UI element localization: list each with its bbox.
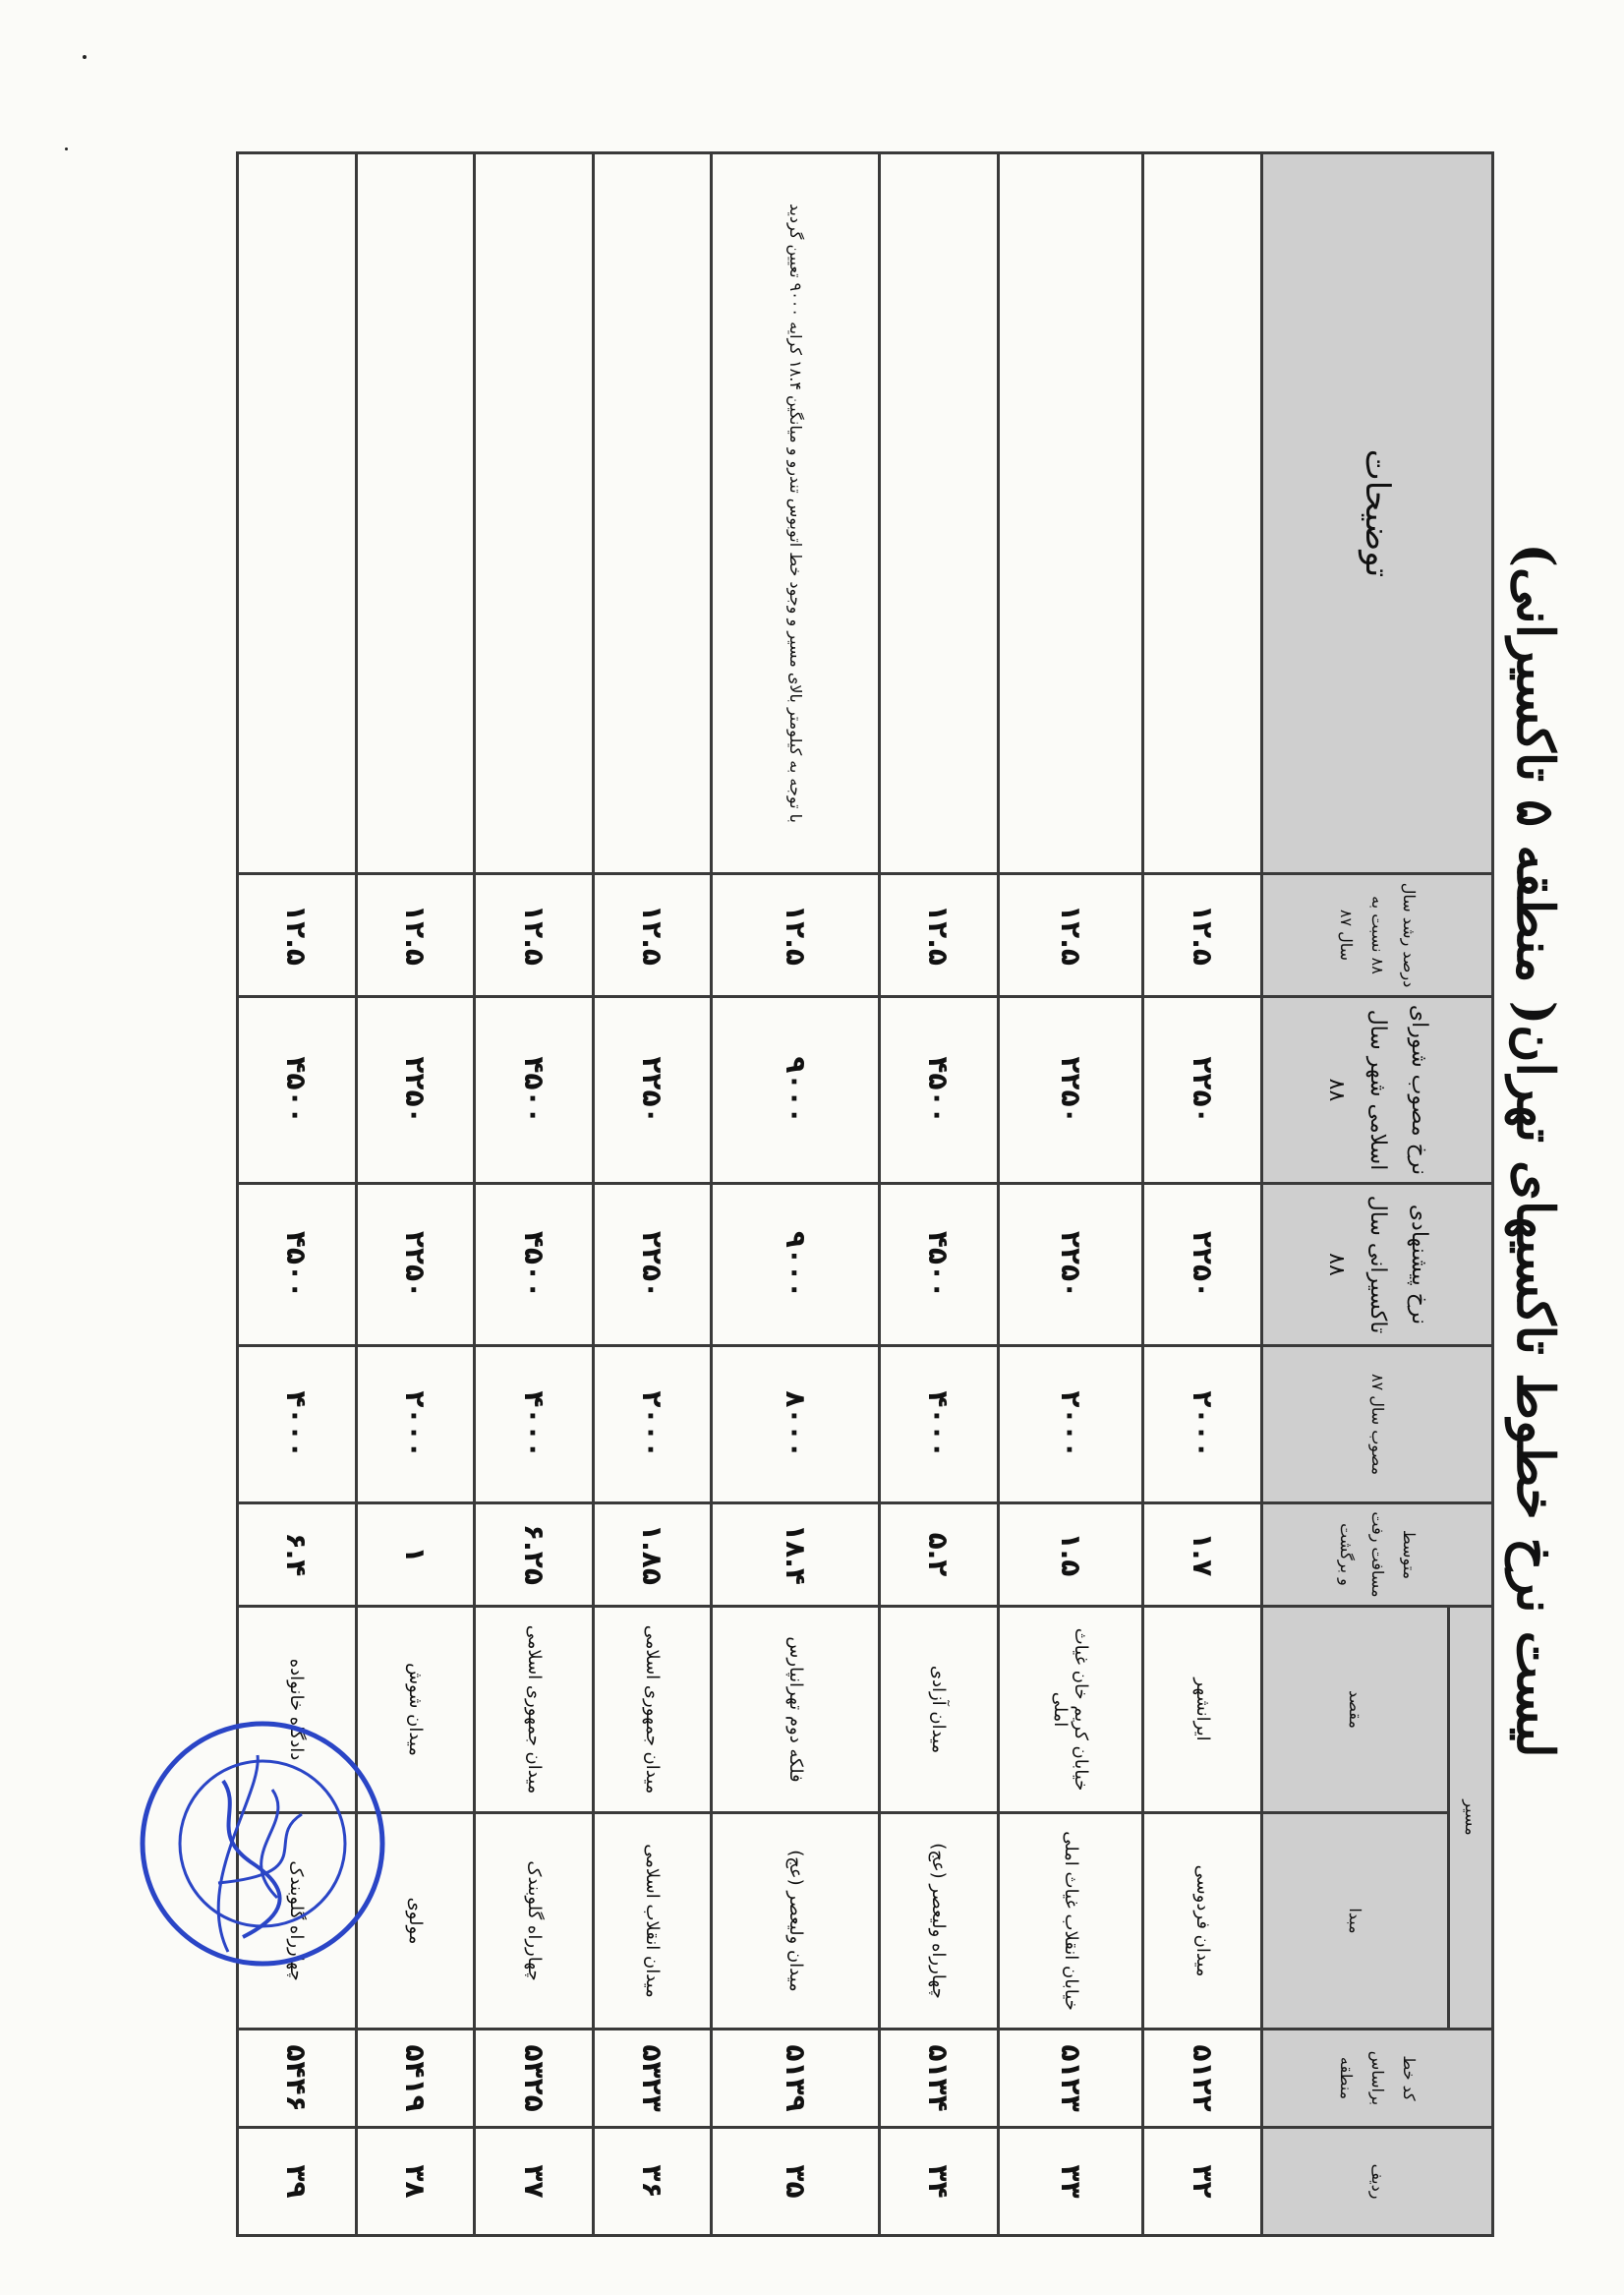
cell-growth: ۱۲.۵ <box>712 874 880 997</box>
cell-proposed-88: ۲۲۵۰ <box>998 1184 1143 1346</box>
header-distance: متوسط مسافت رفت و برگشت <box>1262 1503 1493 1607</box>
cell-distance: ۶.۴ <box>238 1503 357 1607</box>
cell-rate-87: ۲۰۰۰ <box>593 1346 712 1503</box>
page-title: لیست نرخ خطوط تاکسیهای تهران( منطقه ۵ تاکسیرانی) <box>1505 543 1565 1758</box>
cell-destination: ایرانشهر <box>1143 1607 1262 1813</box>
cell-proposed-88: ۲۲۵۰ <box>356 1184 475 1346</box>
table-row <box>475 153 594 2236</box>
cell-rate-87: ۲۰۰۰ <box>998 1346 1143 1503</box>
header-row-number: ردیف <box>1262 2128 1493 2236</box>
cell-row-number: ۳۹ <box>238 2128 357 2236</box>
cell-proposed-88: ۲۲۵۰ <box>1143 1184 1262 1346</box>
header-line-code: کد خط براساس منطقه <box>1262 2030 1493 2128</box>
cell-note <box>1143 153 1262 874</box>
cell-rate-87: ۴۰۰۰ <box>238 1346 357 1503</box>
cell-row-number: ۳۸ <box>356 2128 475 2236</box>
cell-origin: میدان انقلاب اسلامی <box>593 1813 712 2030</box>
cell-proposed-88: ۲۲۵۰ <box>593 1184 712 1346</box>
cell-line-code: ۵۱۲۳ <box>998 2030 1143 2128</box>
cell-distance: ۱.۵ <box>998 1503 1143 1607</box>
cell-line-code: ۵۱۲۲ <box>1143 2030 1262 2128</box>
cell-approved-88: ۴۵۰۰ <box>475 997 594 1184</box>
cell-approved-88: ۴۵۰۰ <box>880 997 999 1184</box>
cell-note <box>998 153 1143 874</box>
cell-rate-87: ۲۰۰۰ <box>1143 1346 1262 1503</box>
header-route: مسیر <box>1449 1607 1493 2030</box>
cell-line-code: ۵۳۲۳ <box>593 2030 712 2128</box>
cell-proposed-88: ۹۰۰۰ <box>712 1184 880 1346</box>
cell-destination: خیابان کریم خان غیاث املی <box>998 1607 1143 1813</box>
cell-distance: ۱.۷ <box>1143 1503 1262 1607</box>
cell-row-number: ۳۶ <box>593 2128 712 2236</box>
cell-note <box>475 153 594 874</box>
cell-origin: میدان فردوسی <box>1143 1813 1262 2030</box>
cell-proposed-88: ۴۵۰۰ <box>475 1184 594 1346</box>
cell-row-number: ۳۵ <box>712 2128 880 2236</box>
cell-rate-87: ۴۰۰۰ <box>475 1346 594 1503</box>
cell-proposed-88: ۴۵۰۰ <box>880 1184 999 1346</box>
taxi-rates-table <box>236 151 1494 2237</box>
cell-growth: ۱۲.۵ <box>475 874 594 997</box>
header-proposed-88: نرخ پیشنهادی تاکسیرانی سال ۸۸ <box>1262 1184 1493 1346</box>
cell-rate-87: ۸۰۰۰ <box>712 1346 880 1503</box>
cell-destination: میدان جمهوری اسلامی <box>475 1607 594 1813</box>
cell-row-number: ۳۳ <box>998 2128 1143 2236</box>
cell-line-code: ۵۴۱۹ <box>356 2030 475 2128</box>
council-stamp-seal <box>135 1716 390 1971</box>
cell-note <box>880 153 999 874</box>
cell-destination: فلکه دوم تهرانپارس <box>712 1607 880 1813</box>
cell-rate-87: ۴۰۰۰ <box>880 1346 999 1503</box>
cell-growth: ۱۲.۵ <box>880 874 999 997</box>
cell-row-number: ۳۲ <box>1143 2128 1262 2236</box>
header-growth: درصد رشد سال ۸۸ نسبت به سال ۸۷ <box>1262 874 1493 997</box>
cell-row-number: ۳۷ <box>475 2128 594 2236</box>
cell-origin: مولوی <box>356 1813 475 2030</box>
cell-line-code: ۵۱۳۴ <box>880 2030 999 2128</box>
cell-distance: ۱.۸۵ <box>593 1503 712 1607</box>
cell-rate-87: ۲۰۰۰ <box>356 1346 475 1503</box>
cell-row-number: ۳۴ <box>880 2128 999 2236</box>
header-rate-87: مصوب سال ۸۷ <box>1262 1346 1493 1503</box>
cell-origin: خیابان انقلاب غیاث املی <box>998 1813 1143 2030</box>
cell-proposed-88: ۴۵۰۰ <box>238 1184 357 1346</box>
cell-origin: چهارراه ولیعصر (عج) <box>880 1813 999 2030</box>
cell-line-code: ۵۳۲۵ <box>475 2030 594 2128</box>
cell-note <box>356 153 475 874</box>
cell-line-code: ۵۱۳۹ <box>712 2030 880 2128</box>
cell-destination: میدان شوش <box>356 1607 475 1813</box>
cell-approved-88: ۲۲۵۰ <box>356 997 475 1184</box>
cell-note <box>238 153 357 874</box>
cell-distance: ۱۸.۴ <box>712 1503 880 1607</box>
table-row <box>998 153 1143 2236</box>
cell-distance: ۶.۲۵ <box>475 1503 594 1607</box>
header-origin: مبدا <box>1262 1813 1449 2030</box>
cell-destination: میدان جمهوری اسلامی <box>593 1607 712 1813</box>
cell-origin: میدان ولیعصر (عج) <box>712 1813 880 2030</box>
cell-note <box>593 153 712 874</box>
cell-approved-88: ۲۲۵۰ <box>998 997 1143 1184</box>
cell-line-code: ۵۴۴۶ <box>238 2030 357 2128</box>
cell-distance: ۱ <box>356 1503 475 1607</box>
header-approved-88: نرخ مصوب شورای اسلامی شهر سال ۸۸ <box>1262 997 1493 1184</box>
table-row <box>593 153 712 2236</box>
cell-growth: ۱۲.۵ <box>238 874 357 997</box>
cell-distance: ۵.۲ <box>880 1503 999 1607</box>
cell-approved-88: ۲۲۵۰ <box>593 997 712 1184</box>
table-row <box>880 153 999 2236</box>
cell-approved-88: ۲۲۵۰ <box>1143 997 1262 1184</box>
table-row <box>1143 153 1262 2236</box>
cell-growth: ۱۲.۵ <box>1143 874 1262 997</box>
cell-origin: چهارراه گلوبندک <box>238 1813 357 2030</box>
table-row <box>712 153 880 2236</box>
cell-growth: ۱۲.۵ <box>998 874 1143 997</box>
cell-approved-88: ۴۵۰۰ <box>238 997 357 1184</box>
header-notes: توضیحات <box>1262 153 1493 874</box>
cell-approved-88: ۹۰۰۰ <box>712 997 880 1184</box>
cell-note: با توجه به کیلومتر بالای مسیر و وجود خط اتوبوس تندرو و میانگین ۱۸.۴ کرایه ۹۰۰۰ تعیین گردید <box>712 153 880 874</box>
cell-destination: میدان آزادی <box>880 1607 999 1813</box>
cell-destination: دادگاه خانواده <box>238 1607 357 1813</box>
header-destination: مقصد <box>1262 1607 1449 1813</box>
cell-growth: ۱۲.۵ <box>593 874 712 997</box>
cell-origin: چهارراه گلوبندک <box>475 1813 594 2030</box>
cell-growth: ۱۲.۵ <box>356 874 475 997</box>
